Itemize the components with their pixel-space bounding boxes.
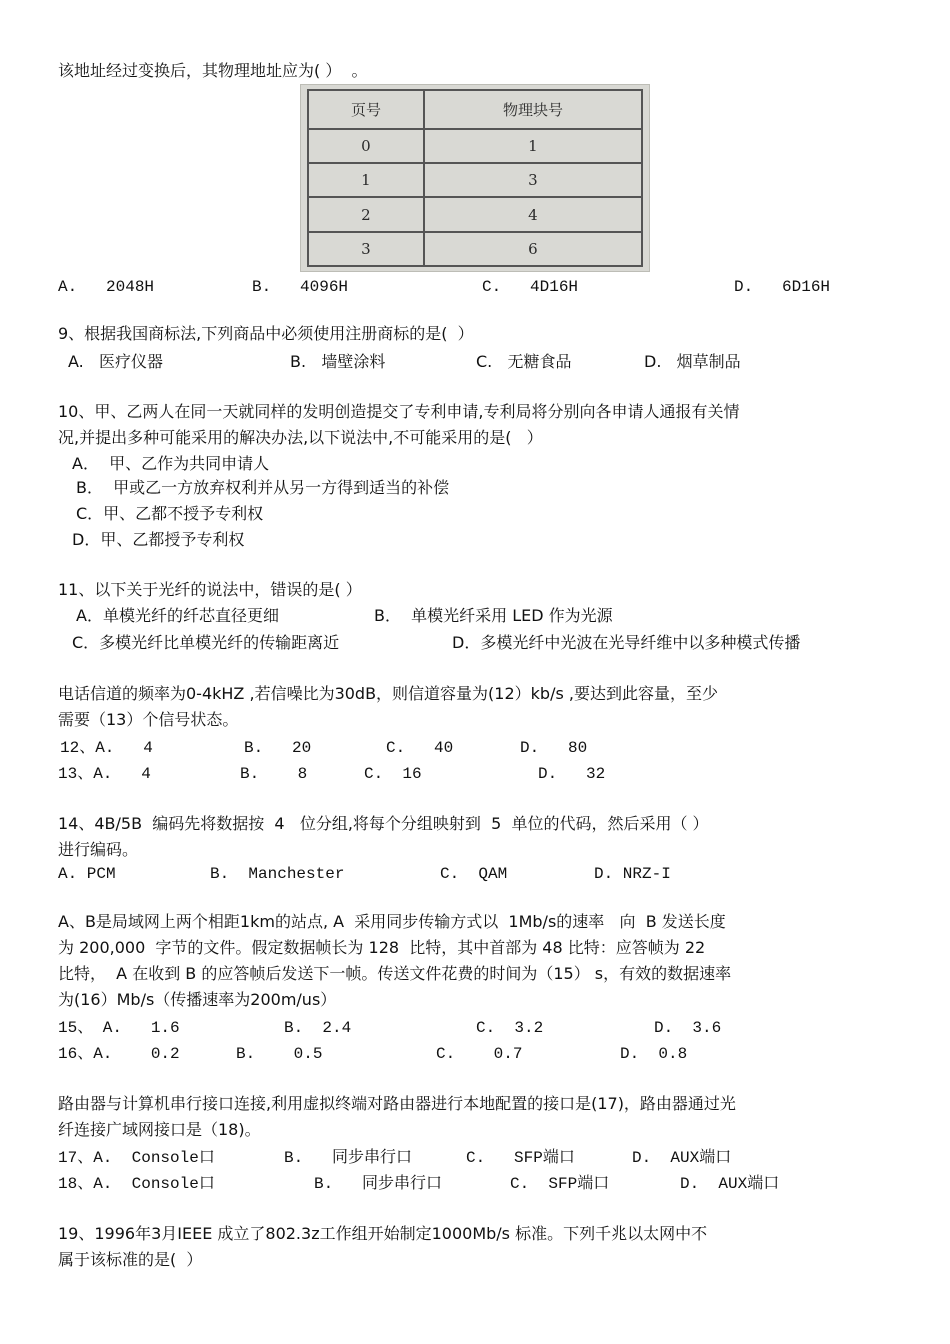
- table-cell: 0: [308, 129, 424, 163]
- table-cell: 2: [308, 197, 424, 231]
- q8-stem: 该地址经过变换后，其物理地址应为( ） 。: [58, 61, 368, 80]
- q13-option-a: 13、A. 4: [58, 765, 151, 783]
- q10-option-a: A． 甲、乙作为共同申请人: [72, 454, 270, 473]
- q17-18-stem-1: 路由器与计算机串行接口连接,利用虚拟终端对路由器进行本地配置的接口是(17)，路由器通过光: [58, 1094, 736, 1113]
- q10-option-b: B． 甲或乙一方放弃权利并从另一方得到适当的补偿: [76, 478, 450, 497]
- q14-option-a: A. PCM: [58, 865, 116, 883]
- table-cell: 3: [424, 163, 642, 197]
- q10-stem-2: 况,并提出多种可能采用的解决办法,以下说法中,不可能采用的是( ）: [58, 428, 543, 447]
- q11-option-b: B． 单模光纤采用 LED 作为光源: [374, 606, 613, 625]
- q18-option-c: C. SFP端口: [510, 1175, 610, 1193]
- q18-option-b: B. 同步串行口: [314, 1175, 443, 1193]
- table-header: 物理块号: [424, 90, 642, 129]
- q9-stem: 9、根据我国商标法,下列商品中必须使用注册商标的是( ）: [58, 324, 474, 343]
- q11-option-a: A．单模光纤的纤芯直径更细: [76, 606, 279, 625]
- table-header: 页号: [308, 90, 424, 129]
- q17-18-stem-2: 纤连接广域网接口是（18)。: [58, 1120, 261, 1139]
- q16-option-d: D. 0.8: [620, 1045, 688, 1063]
- q16-option-c: C. 0.7: [436, 1045, 523, 1063]
- q18-option-a: 18、A. Console口: [58, 1175, 215, 1193]
- q10-option-d: D．甲、乙都授予专利权: [72, 530, 245, 549]
- q17-option-c: C. SFP端口: [466, 1149, 575, 1167]
- table-cell: 1: [424, 129, 642, 163]
- q15-16-stem-4: 为(16）Mb/s（传播速率为200m/us）: [58, 990, 337, 1009]
- q19-stem-2: 属于该标准的是( ）: [58, 1250, 203, 1269]
- q8-option-d: D. 6D16H: [734, 278, 831, 296]
- q19-stem-1: 19、1996年3月IEEE 成立了802.3z工作组开始制定1000Mb/s 标准。下列千兆以太网中不: [58, 1224, 708, 1243]
- table-row: [308, 163, 642, 197]
- q15-option-d: D. 3.6: [654, 1019, 722, 1037]
- table-row: [308, 197, 642, 231]
- table-row: [308, 232, 642, 266]
- q14-stem-2: 进行编码。: [58, 840, 139, 859]
- q9-option-a: A. 医疗仪器: [68, 352, 164, 371]
- q11-option-d: D．多模光纤中光波在光导纤维中以多种模式传播: [452, 633, 801, 652]
- q15-16-stem-2: 为 200,000 字节的文件。假定数据帧长为 128 比特，其中首部为 48 比特：应答帧为 22: [58, 938, 706, 957]
- q10-stem-1: 10、甲、乙两人在同一天就同样的发明创造提交了专利申请,专利局将分别向各申请人通报有关情: [58, 402, 740, 421]
- q13-option-b: B. 8: [240, 765, 308, 783]
- table-cell: 1: [308, 163, 424, 197]
- q17-option-b: B. 同步串行口: [284, 1149, 413, 1167]
- q10-option-c: C．甲、乙都不授予专利权: [76, 504, 264, 523]
- q12-option-c: C. 40: [386, 739, 454, 757]
- q15-16-stem-3: 比特， A 在收到 B 的应答帧后发送下一帧。传送文件花费的时间为（15） s，有效的数据速率: [58, 964, 732, 983]
- q11-stem: 11、以下关于光纤的说法中，错误的是( ）: [58, 580, 362, 599]
- q15-option-b: B. 2.4: [284, 1019, 352, 1037]
- q17-option-a: 17、A. Console口: [58, 1149, 215, 1167]
- q14-option-d: D. NRZ-I: [594, 865, 671, 883]
- table-header-row: [308, 90, 642, 129]
- page-table: [307, 89, 643, 267]
- table-cell: 6: [424, 232, 642, 266]
- q9-option-d: D. 烟草制品: [644, 352, 741, 371]
- q16-option-b: B. 0.5: [236, 1045, 323, 1063]
- q14-option-c: C. QAM: [440, 865, 508, 883]
- q12-13-stem-1: 电话信道的频率为0-4kHZ ,若信噪比为30dB，则信道容量为(12）kb/s ,要达到此容量，至少: [58, 684, 718, 703]
- table-cell: 4: [424, 197, 642, 231]
- q12-option-b: B. 20: [244, 739, 312, 757]
- q8-option-c: C. 4D16H: [482, 278, 579, 296]
- q11-option-c: C．多模光纤比单模光纤的传输距离近: [72, 633, 340, 652]
- q16-option-a: 16、A. 0.2: [58, 1045, 180, 1063]
- q12-option-a: 12、A. 4: [60, 739, 153, 757]
- q8-option-b: B. 4096H: [252, 278, 349, 296]
- q15-16-stem-1: A、B是局域网上两个相距1km的站点, A 采用同步传输方式以 1Mb/s的速率 向 B 发送长度: [58, 912, 726, 931]
- q15-option-c: C. 3.2: [476, 1019, 544, 1037]
- q12-option-d: D. 80: [520, 739, 588, 757]
- q14-stem-1: 14、4B/5B 编码先将数据按 4 位分组,将每个分组映射到 5 单位的代码，然后采用（ ）: [58, 814, 709, 833]
- q12-13-stem-2: 需要（13）个信号状态。: [58, 710, 239, 729]
- q8-option-a: A. 2048H: [58, 278, 155, 296]
- q14-option-b: B. Manchester: [210, 865, 345, 883]
- q13-option-c: C. 16: [364, 765, 422, 783]
- q18-option-d: D. AUX端口: [680, 1175, 780, 1193]
- table-cell: 3: [308, 232, 424, 266]
- q13-option-d: D. 32: [538, 765, 606, 783]
- q17-option-d: D. AUX端口: [632, 1149, 732, 1167]
- q9-option-b: B. 墙壁涂料: [290, 352, 386, 371]
- table-row: [308, 129, 642, 163]
- q9-option-c: C. 无糖食品: [476, 352, 572, 371]
- q15-option-a: 15、 A. 1.6: [58, 1019, 180, 1037]
- page-table-photo: [300, 84, 650, 272]
